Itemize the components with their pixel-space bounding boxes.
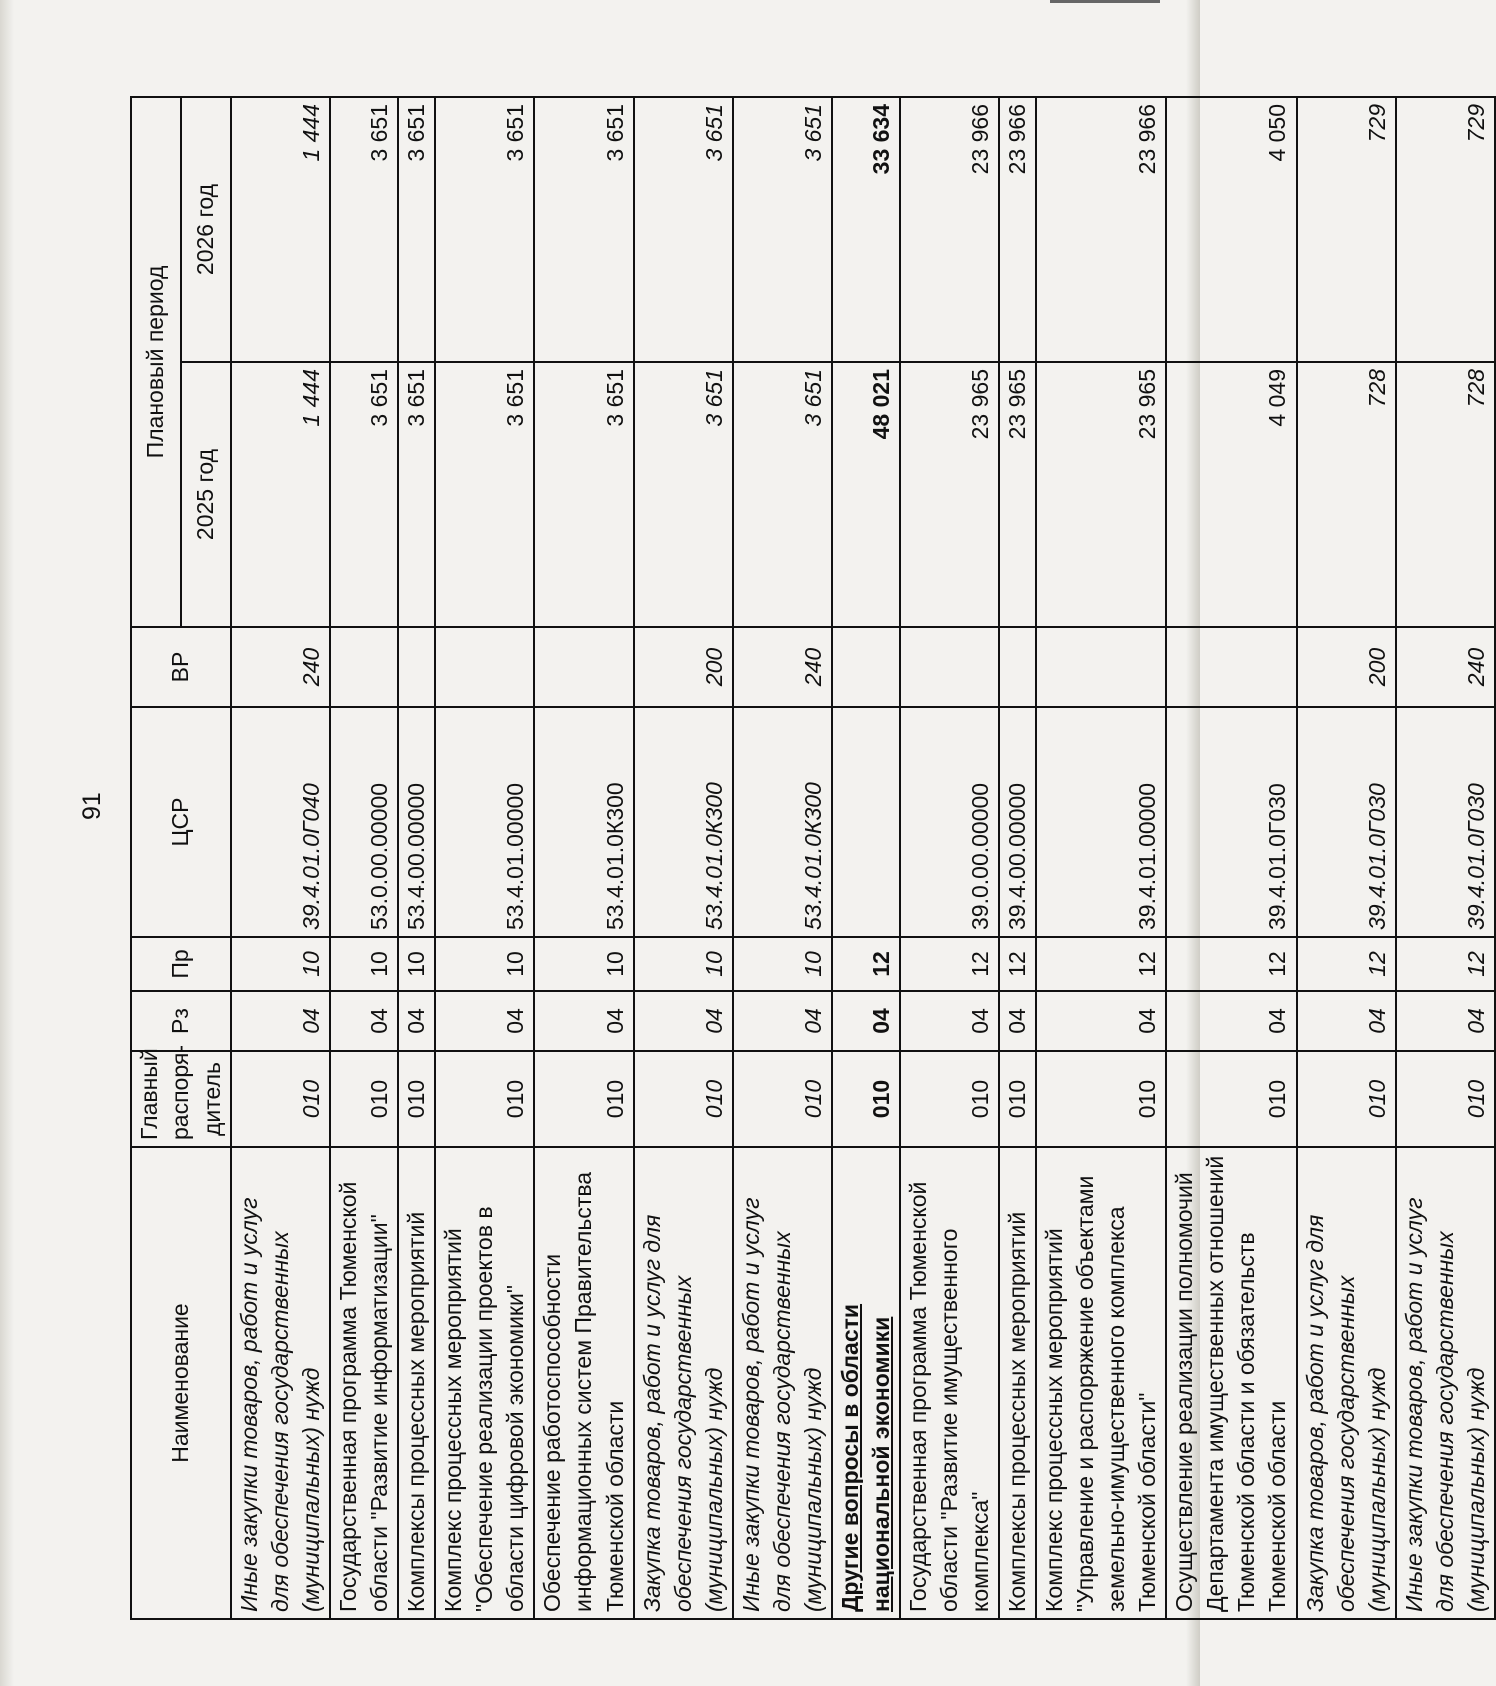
row-2025: 23 965 [900,362,999,627]
row-2026: 3 651 [435,97,534,362]
row-rz: 04 [534,991,633,1051]
row-glav: 010 [634,1051,733,1147]
row-2025: 3 651 [330,362,398,627]
row-glav: 010 [1166,1051,1296,1147]
row-2026: 4 050 [1166,97,1296,362]
row-2025: 3 651 [534,362,633,627]
row-csr: 53.4.01.0К300 [733,707,832,937]
row-name: Комплексы процессных мероприятий [999,1147,1036,1619]
row-csr: 39.4.01.0Г030 [1166,707,1296,937]
row-csr: 53.4.01.0К300 [634,707,733,937]
col-header-2025: 2025 год [181,362,231,627]
row-pr: 12 [1036,937,1166,991]
row-glav: 010 [832,1051,900,1147]
table-row [1166,97,1296,1619]
row-vr [999,627,1036,707]
row-rz: 04 [1297,991,1396,1051]
row-name: Комплекс процессных мероприятий "Управление и распоряжение объектами земельно-имущественного комплекса Тюменской области" [1036,1147,1166,1619]
row-glav: 010 [534,1051,633,1147]
row-csr: 39.4.01.0Г040 [231,707,330,937]
row-pr: 10 [534,937,633,991]
row-csr: 53.4.01.00000 [435,707,534,937]
table-row [231,97,330,1619]
rotated-page [130,98,1489,1620]
row-pr: 12 [832,937,900,991]
table-row [1297,97,1396,1619]
row-2025: 3 651 [435,362,534,627]
row-pr: 10 [330,937,398,991]
row-vr [1036,627,1166,707]
table-row [999,97,1036,1619]
row-name: Другие вопросы в области национальной экономики [832,1147,900,1619]
table-row [634,97,733,1619]
table-row [398,97,435,1619]
row-rz: 04 [1396,991,1495,1051]
row-glav: 010 [999,1051,1036,1147]
row-2026: 23 966 [1036,97,1166,362]
row-rz: 04 [634,991,733,1051]
row-pr: 10 [435,937,534,991]
row-2025: 728 [1396,362,1495,627]
row-rz: 04 [733,991,832,1051]
row-name: Закупка товаров, работ и услуг для обеспечения государственных (муниципальных) нужд [634,1147,733,1619]
row-name: Государственная программа Тюменской области "Развитие информатизации" [330,1147,398,1619]
row-glav: 010 [330,1051,398,1147]
table-body [231,97,1495,1619]
table-row [435,97,534,1619]
row-vr: 200 [1297,627,1396,707]
row-csr: 39.4.01.0Г030 [1297,707,1396,937]
table-row [1396,97,1495,1619]
col-header-2026: 2026 год [181,97,231,362]
col-header-pr: Пр [131,937,231,991]
row-2026: 3 651 [733,97,832,362]
row-pr: 12 [1166,937,1296,991]
row-vr: 200 [634,627,733,707]
row-2025: 23 965 [1036,362,1166,627]
row-2026: 23 966 [900,97,999,362]
table-row [832,97,900,1619]
row-rz: 04 [999,991,1036,1051]
row-2025: 23 965 [999,362,1036,627]
row-name: Государственная программа Тюменской области "Развитие имущественного комплекса" [900,1147,999,1619]
row-2025: 48 021 [832,362,900,627]
row-2026: 729 [1396,97,1495,362]
row-pr: 10 [634,937,733,991]
row-csr: 39.4.01.00000 [1036,707,1166,937]
row-glav: 010 [1297,1051,1396,1147]
row-rz: 04 [832,991,900,1051]
scan-mark [1050,0,1160,3]
row-name: Закупка товаров, работ и услуг для обеспечения государственных (муниципальных) нужд [1297,1147,1396,1619]
page-number: 91 [78,792,106,820]
row-vr [330,627,398,707]
row-name: Комплексы процессных мероприятий [398,1147,435,1619]
row-pr: 12 [1297,937,1396,991]
row-vr [398,627,435,707]
row-vr [900,627,999,707]
row-pr: 10 [733,937,832,991]
row-pr: 12 [999,937,1036,991]
row-glav: 010 [1396,1051,1495,1147]
row-csr: 39.4.00.00000 [999,707,1036,937]
table-row [1036,97,1166,1619]
row-2026: 729 [1297,97,1396,362]
col-header-csr: ЦСР [131,707,231,937]
row-name: Иные закупки товаров, работ и услуг для обеспечения государственных (муниципальных) нужд [733,1147,832,1619]
row-vr [1166,627,1296,707]
row-name: Обеспечение работоспособности информационных систем Правительства Тюменской области [534,1147,633,1619]
row-csr: 53.0.00.00000 [330,707,398,937]
row-name: Осуществление реализации полномочий Департамента имущественных отношений Тюменской области и обязательств Тюменской области [1166,1147,1296,1619]
row-2025: 1 444 [231,362,330,627]
col-header-rz: Рз [131,991,231,1051]
row-2025: 728 [1297,362,1396,627]
row-rz: 04 [1036,991,1166,1051]
table-row [900,97,999,1619]
row-pr: 12 [1396,937,1495,991]
row-2025: 3 651 [634,362,733,627]
row-rz: 04 [330,991,398,1051]
row-glav: 010 [1036,1051,1166,1147]
row-2025: 4 049 [1166,362,1296,627]
row-2026: 3 651 [330,97,398,362]
row-glav: 010 [900,1051,999,1147]
row-2025: 3 651 [398,362,435,627]
col-header-vr: ВР [131,627,231,707]
row-2026: 3 651 [398,97,435,362]
row-vr [832,627,900,707]
col-header-planned-period: Плановый период [131,97,181,627]
row-glav: 010 [231,1051,330,1147]
row-vr: 240 [733,627,832,707]
row-glav: 010 [733,1051,832,1147]
row-rz: 04 [1166,991,1296,1051]
table-row [330,97,398,1619]
row-name: Иные закупки товаров, работ и услуг для обеспечения государственных (муниципальных) нужд [231,1147,330,1619]
row-2025: 3 651 [733,362,832,627]
row-pr: 10 [398,937,435,991]
row-pr: 12 [900,937,999,991]
row-2026: 1 444 [231,97,330,362]
row-rz: 04 [398,991,435,1051]
row-rz: 04 [231,991,330,1051]
row-vr: 240 [1396,627,1495,707]
scan-edge-left [0,0,14,1686]
row-vr [534,627,633,707]
col-header-glav: Главный распоря- дитель [131,1051,231,1147]
row-csr: 39.0.00.00000 [900,707,999,937]
row-csr [832,707,900,937]
col-header-name: Наименование [131,1147,231,1619]
row-name: Комплекс процессных мероприятий "Обеспечение реализации проектов в области цифровой экономики" [435,1147,534,1619]
budget-table [130,96,1496,1620]
row-pr: 10 [231,937,330,991]
row-2026: 3 651 [634,97,733,362]
row-2026: 3 651 [534,97,633,362]
row-csr: 39.4.01.0Г030 [1396,707,1495,937]
row-vr [435,627,534,707]
row-csr: 53.4.00.00000 [398,707,435,937]
table-row [733,97,832,1619]
row-csr: 53.4.01.0К300 [534,707,633,937]
row-glav: 010 [435,1051,534,1147]
row-vr: 240 [231,627,330,707]
row-glav: 010 [398,1051,435,1147]
table-row [534,97,633,1619]
row-rz: 04 [900,991,999,1051]
row-2026: 33 634 [832,97,900,362]
row-2026: 23 966 [999,97,1036,362]
row-rz: 04 [435,991,534,1051]
row-name: Иные закупки товаров, работ и услуг для обеспечения государственных (муниципальных) нужд [1396,1147,1495,1619]
